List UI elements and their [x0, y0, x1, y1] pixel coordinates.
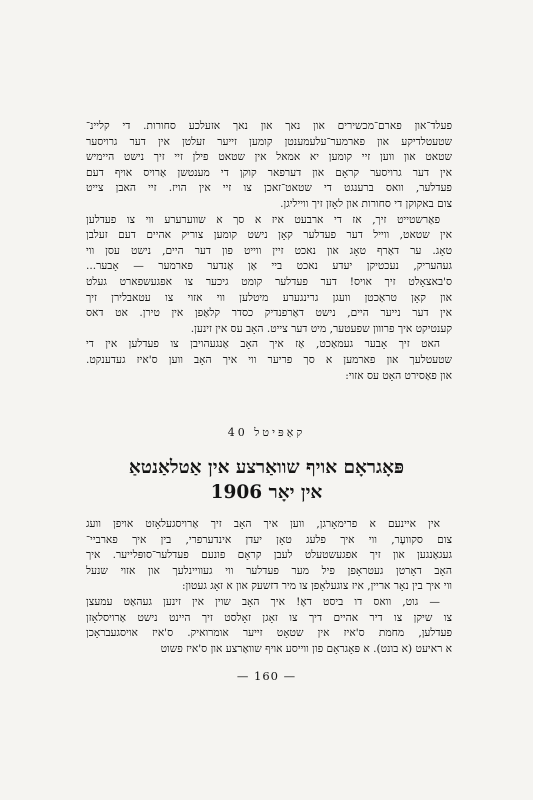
- paragraph: [86, 337, 452, 384]
- chapter-title: [0, 455, 533, 505]
- page-number: — 160 —: [236, 669, 297, 683]
- text-line: אין איינעם א פרימאָרגן, ווען איך האָב זיך אַרויסגעלאָזט אויפן וועג: [86, 518, 440, 530]
- text-line: האָב דאָרטן געטראָפן פיל מער פעדלער ווי געוויינלעך און אזוי שנעל: [86, 564, 452, 577]
- chapter-title-line-1: פּאָגראָם אויף שוואַרצע אין אַטלאַנטאַ: [128, 457, 405, 478]
- text-line: א ראיעט (א בונט). א פּאָגראָם פון ווייסע אויף שוואַרצע און ס'איז פשוט: [160, 642, 452, 655]
- text-line: האט זיך אָבער געמאַכט, אַז איך האָב אַנגעהויבן צו פעדלען אין די: [86, 338, 440, 351]
- text-line: אין דער גרויסער קראָם און דערפאר קוקן די מענטשן אַרויס אויף דעם: [86, 166, 452, 179]
- text-line: — גוט, וואס דו ביסט דאָ! איך האָב שוין אין זינען געהאַט עמעצן: [86, 595, 440, 608]
- paragraph: [86, 213, 452, 338]
- text-line: צום סקוועָר, ווי איך פלעג טאָן יעדן אינדערפרי, בין איך פארביי־: [86, 533, 452, 546]
- bottom-text-block: [86, 517, 452, 657]
- paragraph: [86, 595, 452, 657]
- text-line: קענטיקט איך פרווון שפעטער, מיט דער צייט. האָב עס אין זינען.: [190, 322, 452, 335]
- text-line: שטאט און ווען זיי קומען יא אמאל אין שטאט פילן זיי זיך נישט היימיש: [86, 151, 452, 164]
- paragraph: [86, 517, 452, 595]
- paragraph: [86, 119, 452, 213]
- text-line: געגאַנגען און זיך אפגעשטעלט לעבן קראָם פונעם פעדלער־סופּלייער. איך: [86, 549, 452, 562]
- text-line: און קאָן טראַכטן וועגן גרינגערע מיטלען ווי אזוי צו עטאבלירן זיך: [86, 291, 452, 304]
- text-line: שטעטלדיקע און פארמער־עלעמענטן קומען זייער זעלטן אין דער גרויסער: [86, 135, 452, 148]
- text-line: אין דער נייער היים, נישט דאַרפנדיק כסדר קלאַפן אין טירן. אט דאס: [86, 307, 452, 320]
- text-line: ווי איך בין נאָר אריין, איז צוגעלאָפן צו מיר דזשעק און א זאָג געטון:: [181, 580, 452, 593]
- text-line: געהעריק, נעכטיקן יעדע נאכט ביי אַן אַנדער פארמער — אָבער...: [86, 260, 452, 273]
- text-line: אין שטאט, ווייל דער פעדלער קאָן נישט קומען צוריק אהיים דעם זעלבן: [86, 229, 452, 242]
- chapter-title-line-2: אין יאָר 1906: [210, 482, 323, 503]
- text-line: שטעטלעך און פארמען א סך פריער ווי איך האָב ווען ס'איז געדענקט.: [86, 353, 452, 366]
- chapter-label: קאַפּיטל 40: [227, 426, 306, 439]
- text-line: טאָג. ער דאַרף טאָג און נאכט זיין ווייט פון דער היים, נישט עסן ווי: [86, 244, 452, 257]
- top-text-block: [86, 119, 452, 384]
- text-line: צו שיקן צו דיר אהיים דיך צו זאָגן זאָלסט זיך היינט נישט אַרויסלאָזן: [86, 611, 452, 624]
- text-line: פעדלען, מחמת ס'איז אין שטאָט זייער אומרואיק. ס'איז אויסגעבראָכן: [86, 627, 452, 640]
- text-line: פאַרשטייט זיך, אז די ארבעט איז א סך א שווערערע ווי צו פעדלען: [86, 213, 440, 226]
- text-line: פעלד־און פארם־מכשירים און נאך און נאך אזעלכע סחורות. די קליינ־: [86, 120, 452, 132]
- text-line: ס'באצאָלט זיך אויס! דער פעדלער קומט גיכער צו אפגעשפארט געלט: [86, 275, 452, 288]
- text-line: צום באקוקן די סחורות און לאָזן זיך ווייליגן.: [280, 197, 452, 210]
- text-line: און פאַסירט האָט עס אזוי:: [345, 369, 452, 382]
- text-line: פעדלער, וואס ברענגט די שטאט־זאכן צו זיי אין הויז. זיי האבן צייט: [86, 182, 452, 195]
